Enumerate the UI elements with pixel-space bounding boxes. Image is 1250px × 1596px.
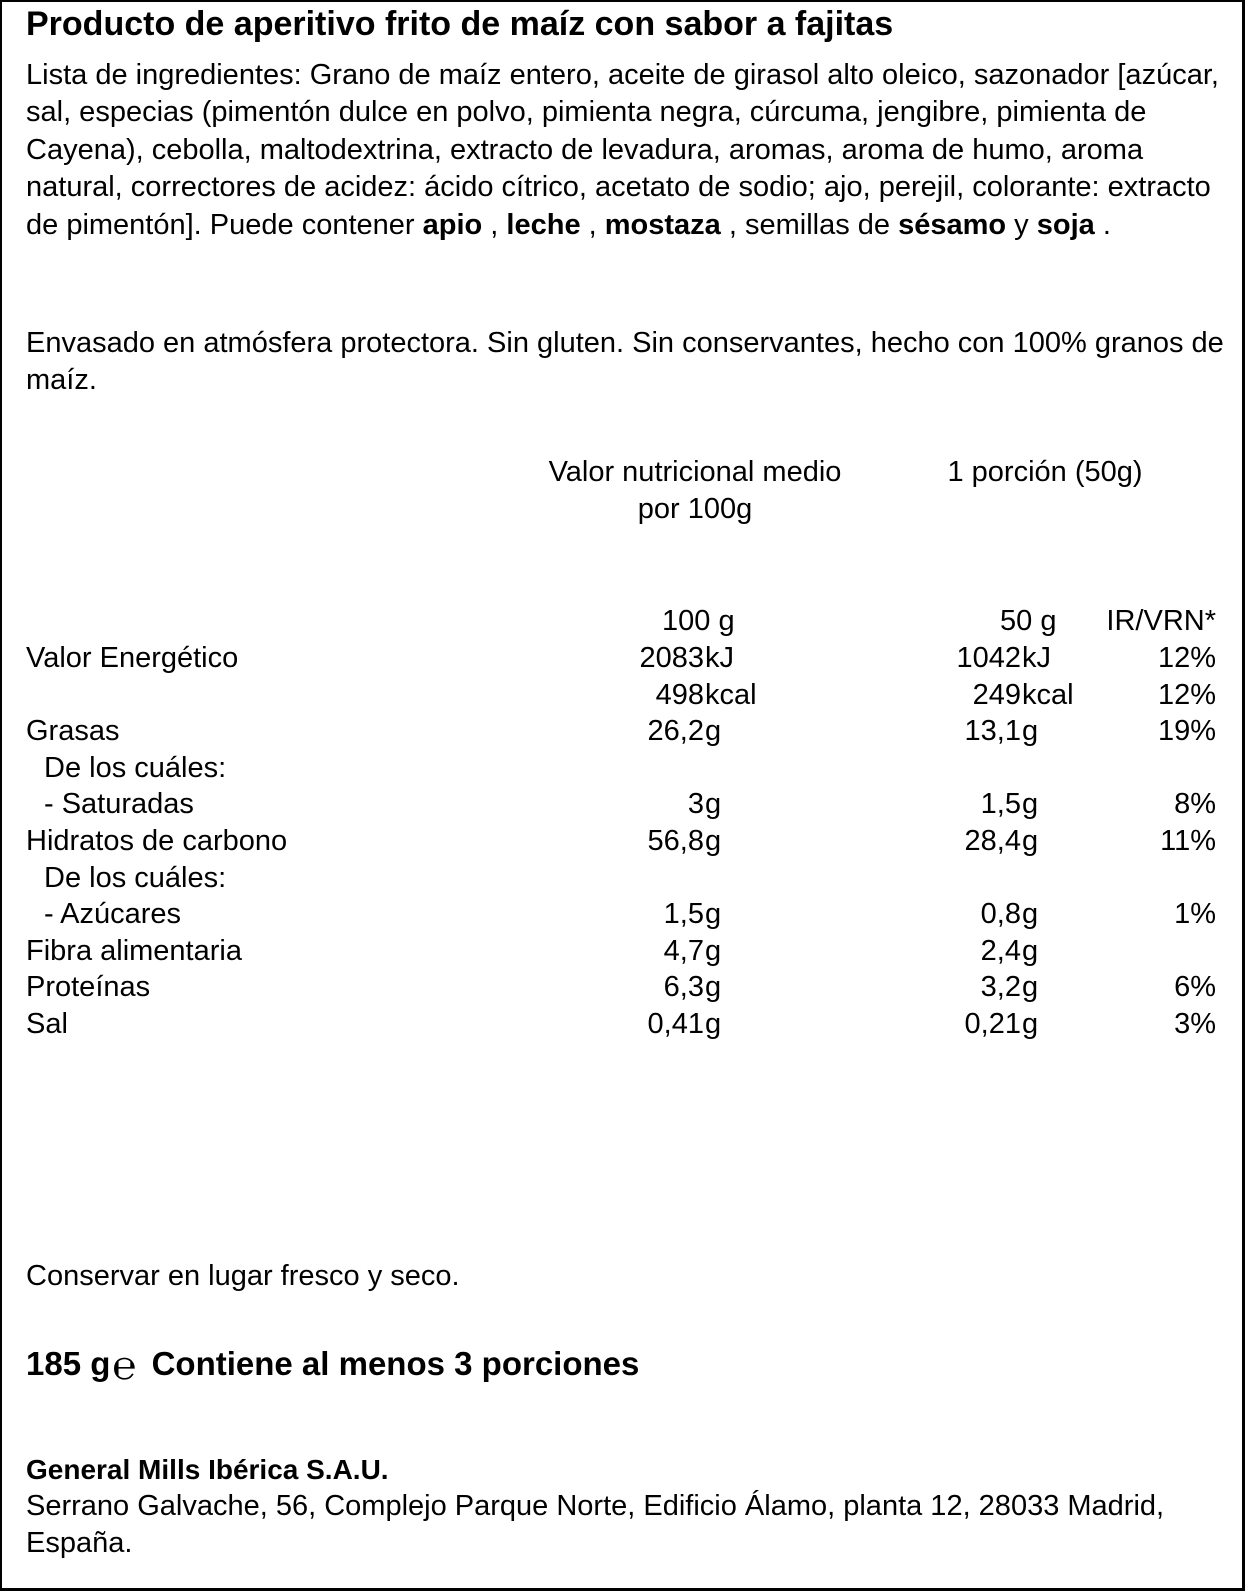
value-100g: 1,5 [663,898,704,931]
nutrient-label: Hidratos de carbono [26,825,288,857]
nutrition-row [0,896,1250,933]
value-50g: 1,5 [980,788,1021,821]
nutrient-label: - Saturadas [44,788,194,821]
nutrition-row [0,860,1250,897]
unit-50g: g [1022,898,1039,931]
unit-100g: g [705,715,722,748]
unit-100g: g [705,934,722,967]
unit-50g: kJ [1022,642,1051,674]
unit-100g: g [705,788,722,821]
company-name: General Mills Ibérica S.A.U. [26,1454,389,1485]
estimated-sign-icon: ℮ [112,1343,137,1389]
value-100g: 26,2 [647,715,704,748]
value-50g: 13,1 [964,715,1021,748]
allergen-mustard: mostaza [604,208,721,241]
value-50g: 0,21 [964,1008,1021,1040]
unit-50g: g [1022,788,1039,821]
nutrient-label: De los cuáles: [44,861,227,894]
value-100g: 4,7 [663,934,704,967]
nutrition-row [0,713,1250,750]
unit-50g: kcal [1022,678,1074,711]
value-100g: 3 [687,788,704,821]
product-title: Producto de aperitivo frito de maíz con sabor a fajitas [26,5,894,43]
nutrition-row [0,969,1250,1006]
nutrition-row [0,750,1250,787]
separator: . [1094,208,1111,241]
storage-instructions: Conservar en lugar fresco y seco. [26,1260,460,1292]
nutrition-row [0,933,1250,970]
company-address: Serrano Galvache, 56, Complejo Parque Norte, Edificio Álamo, planta 12, 28033 Madrid, España. [26,1490,1165,1560]
col-vrn: IR/VRN* [1106,605,1216,637]
unit-50g: g [1022,825,1039,857]
unit-50g: g [1022,971,1039,1004]
value-50g: 0,8 [980,898,1021,931]
net-weight-line [26,1343,640,1389]
nutrient-label: Proteínas [26,971,151,1004]
nutrient-label: De los cuáles: [44,751,227,784]
packaging-info: Envasado en atmósfera protectora. Sin gluten. Sin conservantes, hecho con 100% granos de maíz. [26,327,1224,397]
nutrition-row [0,786,1250,823]
unit-100g: g [705,825,722,857]
nutrition-column-headers [0,603,1250,640]
value-50g: 1042 [956,642,1021,674]
value-vrn: 3% [1174,1008,1216,1040]
ingredients-text: Lista de ingredientes: Grano de maíz entero, aceite de girasol alto oleico, sazonador [azúcar, sal, especias (pimentón dulce en polvo, pimienta negra, cúrcuma, jengibre, pimienta de Cayena), cebolla, maltodextrina, extracto de levadura, aromas, aroma de humo, aroma natural, correctores de acidez: ácido cítrico, acetato de sodio; ajo, perejil, colorante: extracto de pimentón]. Puede contener [26,59,1219,241]
value-50g: 249 [972,678,1021,711]
allergen-sesame: sésamo [898,208,1007,241]
value-vrn: 11% [1160,825,1216,857]
unit-100g: kJ [705,642,734,674]
nutrient-label: Sal [26,1008,68,1040]
separator: , semillas de [720,208,899,241]
separator: , [482,208,507,241]
nutrition-row [0,677,1250,714]
nutrient-label: Fibra alimentaria [26,934,242,967]
unit-50g: g [1022,934,1039,967]
allergen-soy: soja [1036,208,1095,241]
unit-50g: g [1022,715,1039,748]
unit-100g: g [705,971,722,1004]
value-100g: 56,8 [647,825,704,857]
value-vrn: 12% [1157,642,1216,674]
nutrient-label: Grasas [26,715,120,748]
separator: , [580,208,605,241]
value-vrn: 12% [1157,678,1216,711]
header-per-100g [535,454,855,528]
value-vrn: 6% [1174,971,1216,1004]
value-vrn: 1% [1174,898,1216,931]
value-100g: 6,3 [663,971,704,1004]
value-100g: 2083 [639,642,704,674]
col-50g: 50 g [1000,605,1057,637]
value-vrn: 19% [1157,715,1216,748]
nutrient-label: - Azúcares [44,898,181,931]
nutrition-row [0,640,1250,677]
value-100g: 498 [655,678,704,711]
separator: y [1006,208,1037,241]
nutrient-label: Valor Energético [26,642,239,674]
net-weight: 185 g [26,1345,111,1382]
nutrition-row [0,1006,1250,1043]
unit-100g: kcal [705,678,757,711]
value-50g: 2,4 [980,934,1021,967]
unit-100g: g [705,898,722,931]
unit-50g: g [1022,1008,1039,1040]
col-100g: 100 g [662,605,735,637]
header-per-100g-line2: por 100g [637,493,753,525]
unit-100g: g [705,1008,722,1040]
nutrition-row [0,823,1250,860]
ingredients-list [26,57,1226,244]
value-50g: 3,2 [980,971,1021,1004]
value-100g: 0,41 [647,1008,704,1040]
header-per-100g-line1: Valor nutricional medio [548,456,842,488]
value-vrn: 8% [1174,788,1216,821]
value-50g: 28,4 [964,825,1021,857]
allergen-milk: leche [506,208,581,241]
portions-text: Contiene al menos 3 porciones [151,1345,640,1382]
allergen-celery: apio [422,208,483,241]
header-per-portion: 1 porción (50g) [947,456,1143,488]
